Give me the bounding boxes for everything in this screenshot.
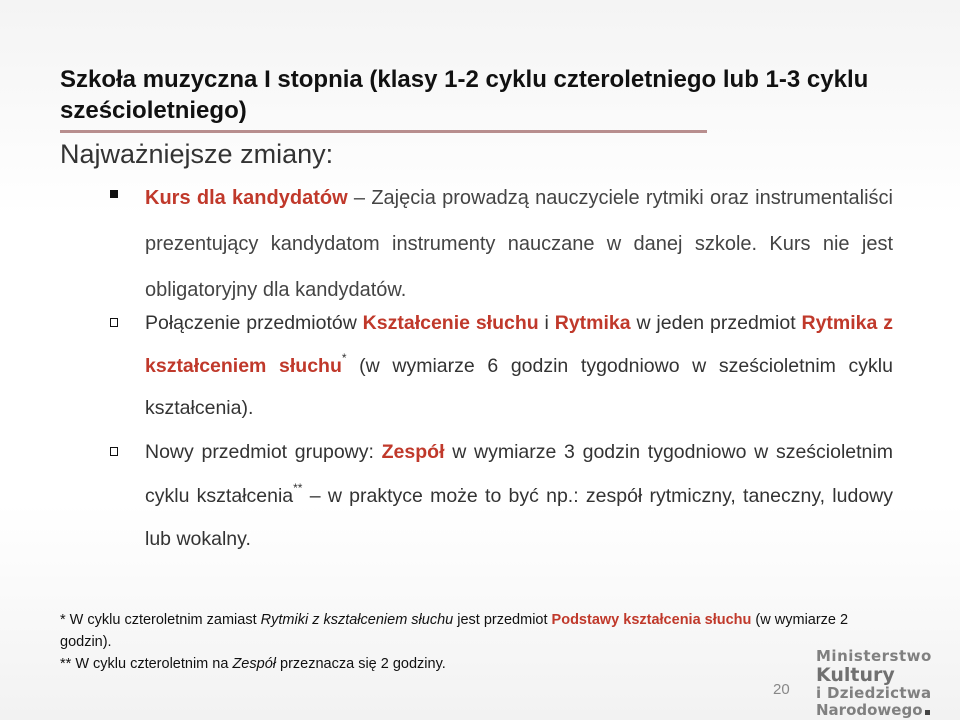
footnote-1-text-b: jest przedmiot	[453, 612, 552, 628]
bullet-1-highlight: Kurs dla kandydatów	[145, 187, 348, 209]
bullet-1-text: Zajęcia prowadzą nauczyciele rytmiki oraz instrumentaliści prezentujący kandydatom instrumenty nauczane w danej szkole. Kurs nie jest obligatoryjny dla kandydatów.	[145, 187, 893, 301]
logo-line-4-wrap	[816, 702, 956, 719]
bullet-2	[145, 302, 893, 430]
ministry-logo	[816, 648, 956, 719]
bullet-1	[145, 175, 893, 313]
footnote-1	[60, 609, 890, 653]
bullet-2-text-4: (w wymiarze 6 godzin tygodniowo w sześcioletnim cyklu kształcenia).	[145, 354, 893, 419]
bullet-3	[145, 431, 893, 562]
footnote-1-italic: Rytmiki z kształceniem słuchu	[260, 612, 454, 628]
footnote-1-text-a: * W cyklu czteroletnim zamiast	[60, 612, 261, 628]
page-number: 20	[773, 681, 790, 698]
footnote-marker-2: **	[293, 481, 303, 495]
footnote-1-highlight: Podstawy kształcenia słuchu	[551, 612, 752, 628]
bullet-3-dash: –	[302, 484, 328, 507]
logo-line-1: Ministerstwo	[816, 647, 932, 665]
bullet-2-highlight-1: Kształcenie słuchu	[362, 312, 539, 334]
bullet-2-highlight-2: Rytmika	[554, 312, 631, 334]
bullet-3-text-2: w wymiarze 3 godzin tygodniowo w sześcioletnim cyklu kształcenia	[145, 441, 893, 507]
logo-line-3: i Dziedzictwa	[816, 684, 932, 702]
bullet-3-text-3: w praktyce może to być np.: zespół rytmiczny, taneczny, ludowy lub wokalny.	[145, 484, 893, 550]
footnote-2-text-b: przeznacza się 2 godziny.	[275, 656, 446, 672]
subtitle: Najważniejsze zmiany:	[60, 139, 334, 169]
bullet-square-icon	[110, 447, 118, 456]
footnotes	[60, 609, 890, 675]
logo-dot-icon	[925, 710, 930, 715]
footnote-1-text-c: (w wymiarze 2 godzin).	[60, 612, 849, 650]
bullet-2-text-1: Połączenie przedmiotów	[145, 312, 363, 334]
logo-line-4: Narodowego	[816, 701, 923, 719]
title-underline	[60, 130, 707, 133]
footnote-2-italic: Zespół	[232, 656, 276, 672]
bullet-square-icon	[110, 190, 118, 198]
bullet-3-highlight-1: Zespół	[381, 441, 445, 463]
bullet-3-text-1: Nowy przedmiot grupowy:	[145, 441, 382, 463]
bullet-2-text-2: i	[538, 312, 555, 334]
footnote-2-text-a: ** W cyklu czteroletnim na	[60, 656, 233, 672]
slide-title: Szkoła muzyczna I stopnia (klasy 1-2 cyklu czteroletniego lub 1-3 cyklu sześcioletniego)	[60, 66, 869, 124]
logo-line-2: Kultury	[816, 664, 895, 686]
footnote-2	[60, 653, 890, 675]
bullet-1-dash: –	[353, 187, 366, 209]
bullet-square-icon	[110, 318, 118, 327]
footnote-marker-1: *	[341, 351, 347, 365]
bullet-2-text-3: w jeden przedmiot	[630, 312, 802, 334]
bullet-2-highlight-3: Rytmika z kształceniem słuchu	[145, 312, 893, 377]
